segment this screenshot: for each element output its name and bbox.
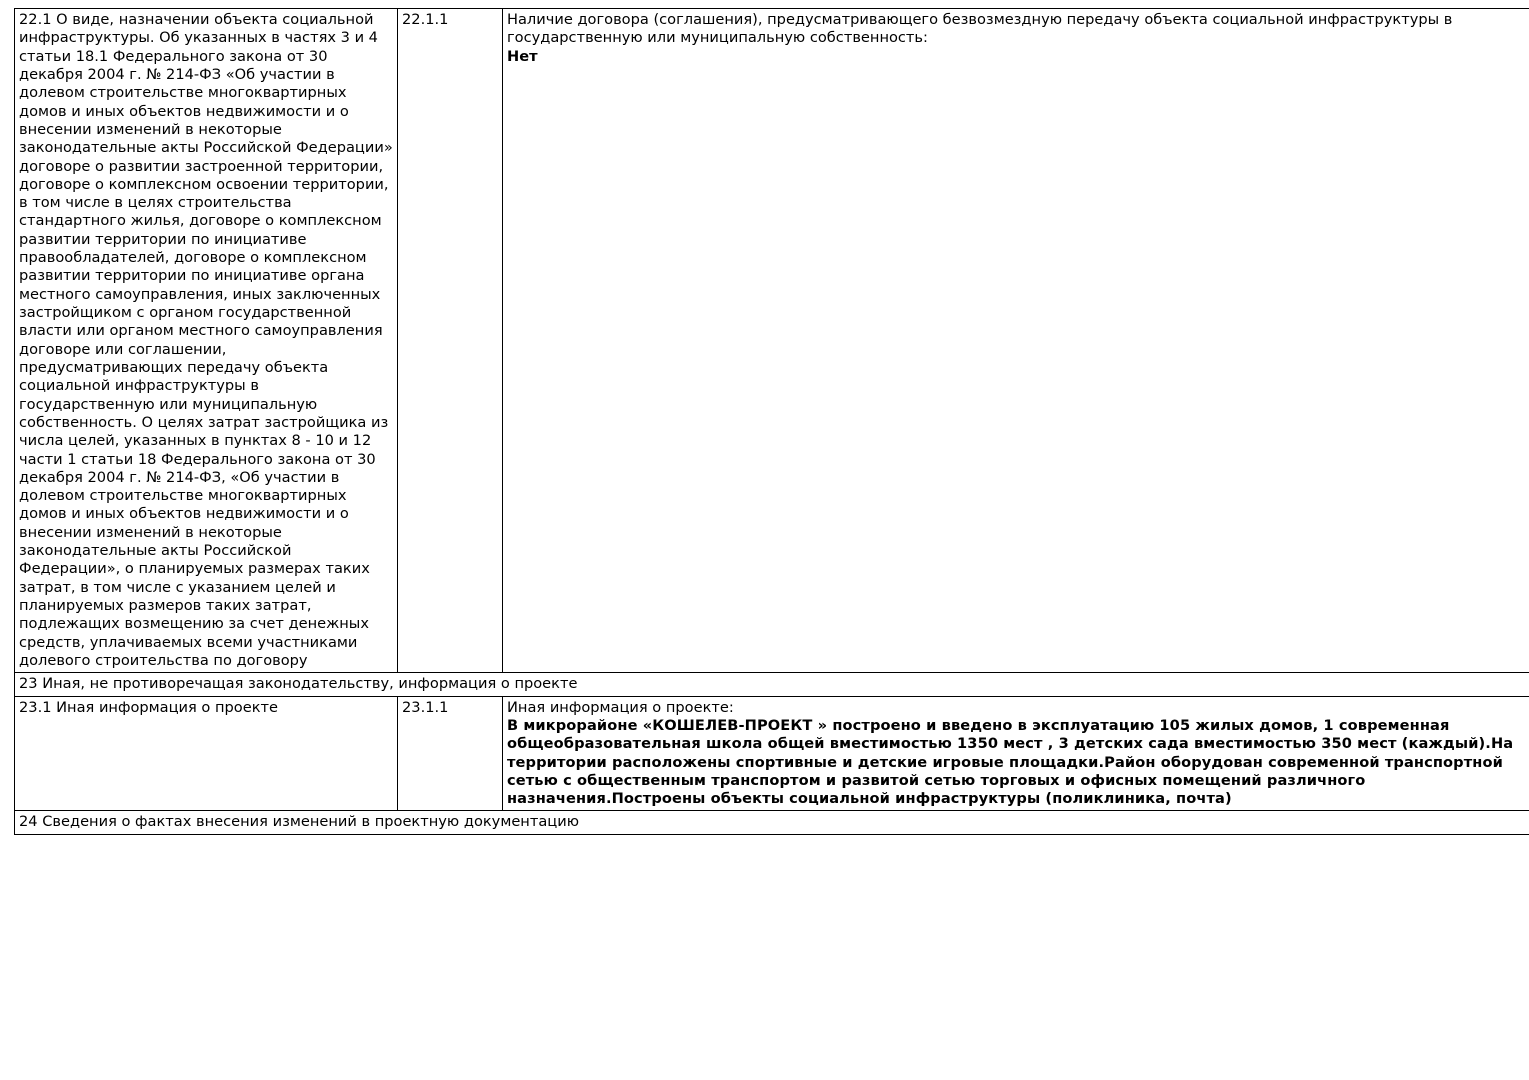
row-value-23-1-1 [503, 696, 1529, 811]
value-answer: Нет [507, 47, 538, 65]
row-code-22-1-1 [398, 9, 503, 673]
row-code-23-1-1 [398, 696, 503, 811]
row-description-22-1: 22.1 О виде, назначении объекта социальной инфраструктуры. Об указанных в частях 3 и 4 статьи 18.1 Федерального закона от 30 декабря 2004 г. № 214-ФЗ «Об участии в долевом строительстве многоквартирных домов и иных объектов недвижимости и о внесении изменений в некоторые законодательные акты Российской Федерации» договоре о развитии застроенной территории, договоре о комплексном освоении территории, в том числе в целях строительства стандартного жилья, договоре о комплексном развитии территории по инициативе правообладателей, договоре о комплексном развитии территории по инициативе органа местного самоуправления, иных заключенных застройщиком с органом государственной власти или органом местного самоуправления договоре или соглашении, предусматривающих передачу объекта социальной инфраструктуры в государственную или муниципальную собственность. О целях затрат застройщика из числа целей, указанных в пунктах 8 - 10 и 12 части 1 статьи 18 Федерального закона от 30 декабря 2004 г. № 214-ФЗ, «Об участии в долевом строительстве многоквартирных домов и иных объектов недвижимости и о внесении изменений в некоторые законодательные акты Российской Федерации», о планируемых размерах таких затрат, в том числе с указанием целей и планируемых размеров таких затрат, подлежащих возмещению за счет денежных средств, уплачиваемых всеми участниками долевого строительства по договору [15, 9, 398, 673]
row-value-22-1-1 [503, 9, 1529, 673]
table-row [15, 811, 1529, 834]
value-label: Иная информация о проекте: [507, 698, 734, 716]
section-header-24: 24 Сведения о фактах внесения изменений в проектную документацию [15, 811, 1529, 834]
row-code-text: 23.1.1 [402, 698, 449, 716]
row-description-23-1: 23.1 Иная информация о проекте [15, 696, 398, 811]
row-code-text: 22.1.1 [402, 11, 449, 28]
table-row [15, 696, 1529, 811]
value-answer: В микрорайоне «КОШЕЛЕВ-ПРОЕКТ » построено и введено в эксплуатацию 105 жилых домов, 1 современная общеобразовательная школа общей вместимостью 1350 мест , 3 детских сада вместимостью 350 мест (каждый).На территории расположены спортивные и детские игровые площадки.Район оборудован современной транспортной сетью с общественным транспортом и развитой сетью торговых и офисных помещений различного назначения.Построены объекты социальной инфраструктуры (поликлиника, почта) [507, 716, 1514, 808]
section-header-23: 23 Иная, не противоречащая законодательству, информация о проекте [15, 673, 1529, 696]
table-row [15, 673, 1529, 696]
value-label: Наличие договора (соглашения), предусматривающего безвозмездную передачу объекта социальной инфраструктуры в государственную или муниципальную собственность: [507, 11, 1453, 47]
project-declaration-table [14, 8, 1529, 835]
table-row [15, 9, 1529, 673]
